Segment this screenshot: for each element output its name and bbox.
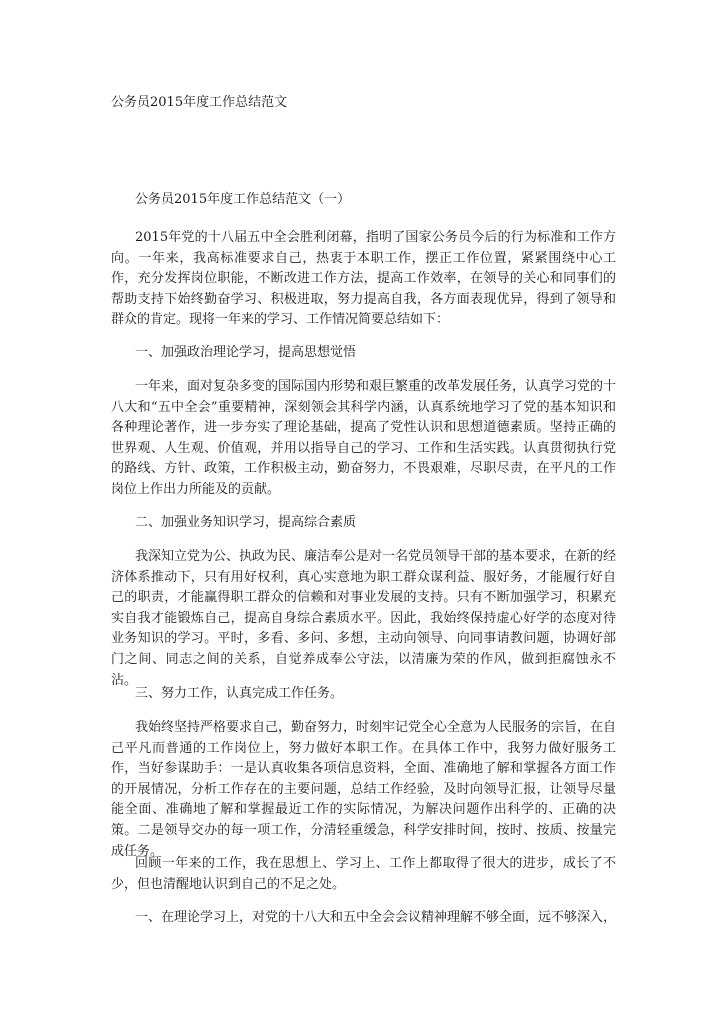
paragraph-intro: 2015年党的十八届五中全会胜利闭幕，指明了国家公务员今后的行为标准和工作方向。一年来，我高标准要求自己，热衷于本职工作，摆正工作位置，紧紧围绕中心工作，充分发挥岗位职能，不断改进工作方法，提高工作效率，在领导的关心和同事们的帮助支持下始终勤奋学习、积极进取，努力提高自我，各方面表现优异，得到了领导和群众的肯定。现将一年来的学习、工作情况简要总结如下： <box>111 230 616 328</box>
section-subtitle: 公务员2015年度工作总结范文（一） <box>135 192 351 207</box>
heading-business-study: 二、加强业务知识学习，提高综合素质 <box>135 515 357 530</box>
heading-work-tasks: 三、努力工作，认真完成工作任务。 <box>135 686 344 701</box>
heading-political-study: 一、加强政治理论学习，提高思想觉悟 <box>135 345 357 360</box>
paragraph-political-study: 一年来，面对复杂多变的国际国内形势和艰巨繁重的改革发展任务，认真学习党的十八大和“五中全会”重要精神，深刻领会其科学内涵，认真系统地学习了党的基本知识和各种理论著作，进一步夯实了理论基础，提高了党性认识和思想道德素质。坚持正确的世界观、人生观、价值观，并用以指导自己的学习、工作和生活实践。认真贯彻执行党的路线、方针、政策，工作积极主动，勤奋努力，不畏艰难，尽职尽责，在平凡的工作岗位上作出力所能及的贡献。 <box>111 379 617 497</box>
document-title: 公务员2015年度工作总结范文 <box>111 95 288 110</box>
paragraph-business-study: 我深知立党为公、执政为民、廉洁奉公是对一名党员领导干部的基本要求，在新的经济体系推动下，只有用好权利，真心实意地为职工群众谋利益、服好务，才能履行好自己的职责，才能赢得职工群众的信赖和对事业发展的支持。只有不断加强学习，积累充实自我才能锻炼自己，提高自身综合素质水平。因此，我始终保持虚心好学的态度对待业务知识的学习。平时，多看、多问、多想，主动向领导、向同事请教问题，协调好部门之间、同志之间的关系，自觉养成奉公守法，以清廉为荣的作风，做到拒腐蚀永不沾。 <box>111 549 617 688</box>
paragraph-work-tasks: 我始终坚持严格要求自己，勤奋努力，时刻牢记党全心全意为人民服务的宗旨，在自己平凡而普通的工作岗位上，努力做好本职工作。在具体工作中，我努力做好服务工作，当好参谋助手：一是认真收集各项信息资料，全面、准确地了解和掌握各方面工作的开展情况，分析工作存在的主要问题，总结工作经验，及时向领导汇报，让领导尽量能全面、准确地了解和掌握最近工作的实际情况，为解决问题作出科学的、正确的决策。二是领导交办的每一项工作，分清轻重缓急，科学安排时间，按时、按质、按量完成任务。 <box>111 720 617 859</box>
paragraph-shortcomings: 一、在理论学习上，对党的十八大和五中全会会议精神理解不够全面，远不够深入， <box>135 910 617 925</box>
paragraph-review: 回顾一年来的工作，我在思想上、学习上、工作上都取得了很大的进步，成长了不少，但也清醒地认识到自己的不足之处。 <box>111 856 616 892</box>
